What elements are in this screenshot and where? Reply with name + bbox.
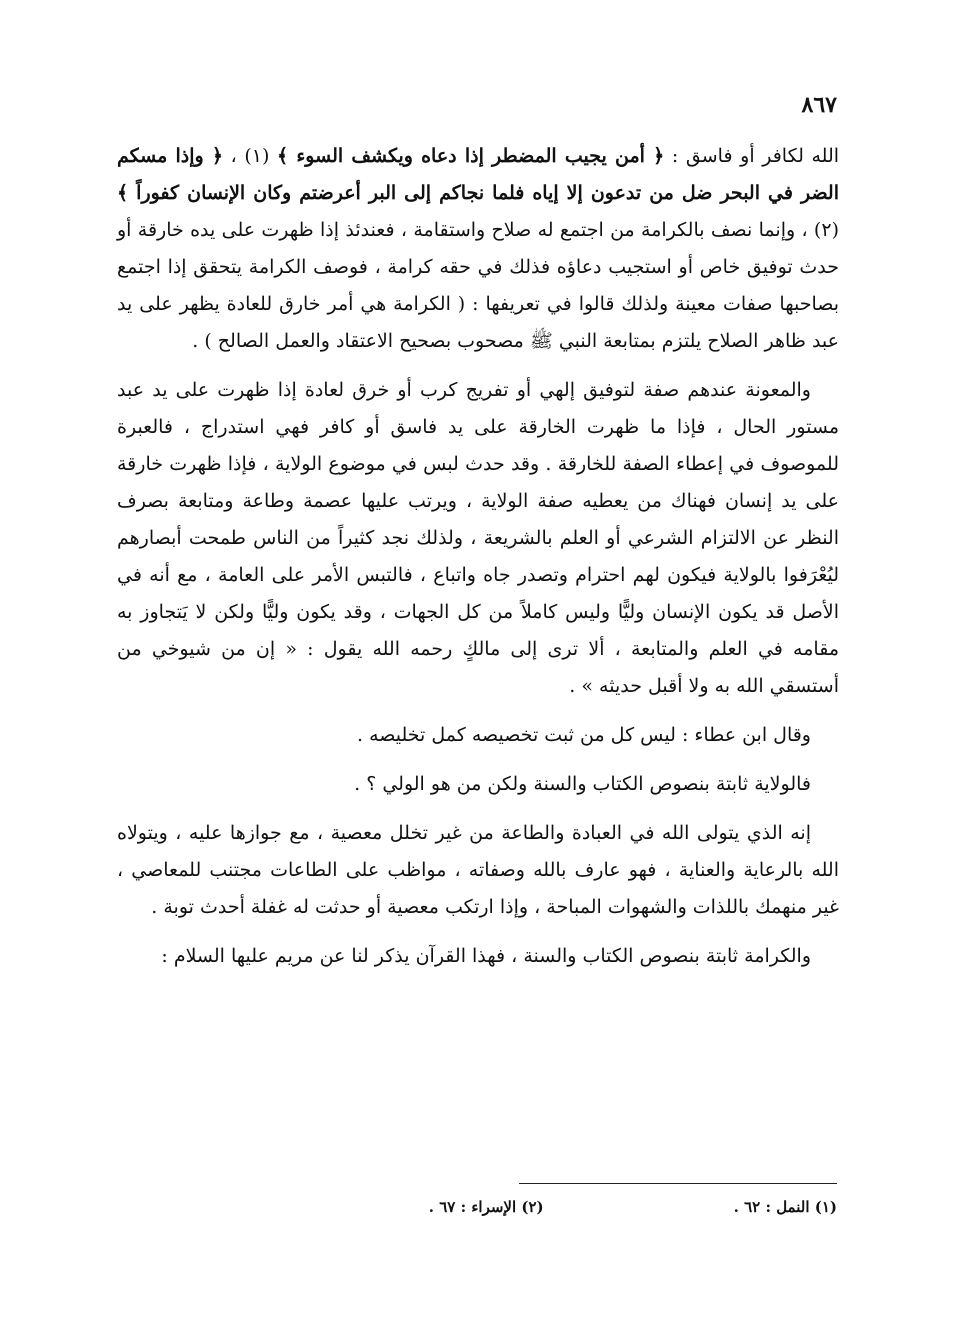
quran-quote-1: ﴿ أمن يجيب المضطر إذا دعاه ويكشف السوء ﴾ [277, 145, 665, 167]
footnotes [117, 1198, 837, 1216]
paragraph-3: وقال ابن عطاء : ليس كل من ثبت تخصيصه كمل تخليصه . [357, 724, 811, 746]
paragraph-1-part-5: (٢) ، وإنما نصف بالكرامة من اجتمع له صلاح واستقامة ، فعندئذ إذا ظهرت على يده خارقة أو حدث توفيق خاص أو استجيب دعاؤه فذلك في حقه كرامة ، فوصف الكرامة يتحقق إذا اجتمع بصاحبها صفات معينة ولذلك قالوا في تعريفها : ( الكرامة هي أمر خارق للعادة يظهر على يد عبد ظاهر الصلاح يلتزم بمتابعة النبي ﷺ مصحوب بصحيح الاعتقاد والعمل الصالح ) . [117, 219, 839, 352]
page-number: ٨٦٧ [801, 92, 837, 118]
paragraph-2: والمعونة عندهم صفة لتوفيق إلهي أو تفريج كرب أو خرق لعادة إذا ظهرت على يد عبد مستور الحال ، فإذا ما ظهرت الخارقة على يد فاسق أو كافر فهي استدراج ، فالعبرة للموصوف في إعطاء الصفة للخارقة . وقد حدث لبس في موضوع الولاية ، فإذا ظهرت خارقة على يد إنسان فهناك من يعطيه صفة الولاية ، ويرتب عليها عصمة وطاعة ومتابعة بصرف النظر عن الالتزام الشرعي أو العلم بالشريعة ، ولذلك نجد كثيراً من الناس طمحت أبصارهم ليُعْرَفوا بالولاية فيكون لهم احترام وتصدر جاه واتباع ، فالتبس الأمر على العامة ، مع أنه في الأصل قد يكون الإنسان وليًّا وليس كاملاً من كل الجهات ، وقد يكون وليًّا ولكن لا يَتجاوز به مقامه في العلم والمتابعة ، ألا ترى إلى مالكٍ رحمه الله يقول : « إن من شيوخي من أستسقي الله به ولا أقبل حديثه » . [117, 379, 839, 697]
footnote-1: (١) النمل : ٦٢ . [733, 1198, 837, 1216]
body-text [117, 138, 839, 987]
footnote-divider [519, 1183, 837, 1184]
paragraph-6: والكرامة ثابتة بنصوص الكتاب والسنة ، فهذا القرآن يذكر لنا عن مريم عليها السلام : [161, 945, 811, 967]
quran-quote-2: ﴿ وإذا مسكم الضر في البحر ضل من تدعون إلا إياه فلما نجاكم إلى البر أعرضتم وكان الإنسان كفوراً ﴾ [117, 145, 839, 204]
paragraph-1-part-3: (١) ، [222, 145, 278, 167]
footnote-2: (٢) الإسراء : ٦٧ . [428, 1198, 544, 1216]
paragraph-1-part-1: الله لكافر أو فاسق : [664, 145, 840, 167]
paragraph-5: إنه الذي يتولى الله في العبادة والطاعة من غير تخلل معصية ، مع جوازها عليه ، ويتولاه الله بالرعاية والعناية ، فهو عارف بالله وصفاته ، مواظب على الطاعات مجتنب للمعاصي ، غير منهمك باللذات والشهوات المباحة ، وإذا ارتكب معصية أو حدثت له غفلة أحدث توبة . [117, 822, 839, 918]
paragraph-1 [117, 138, 839, 360]
paragraph-4: فالولاية ثابتة بنصوص الكتاب والسنة ولكن من هو الولي ؟ . [354, 773, 811, 795]
